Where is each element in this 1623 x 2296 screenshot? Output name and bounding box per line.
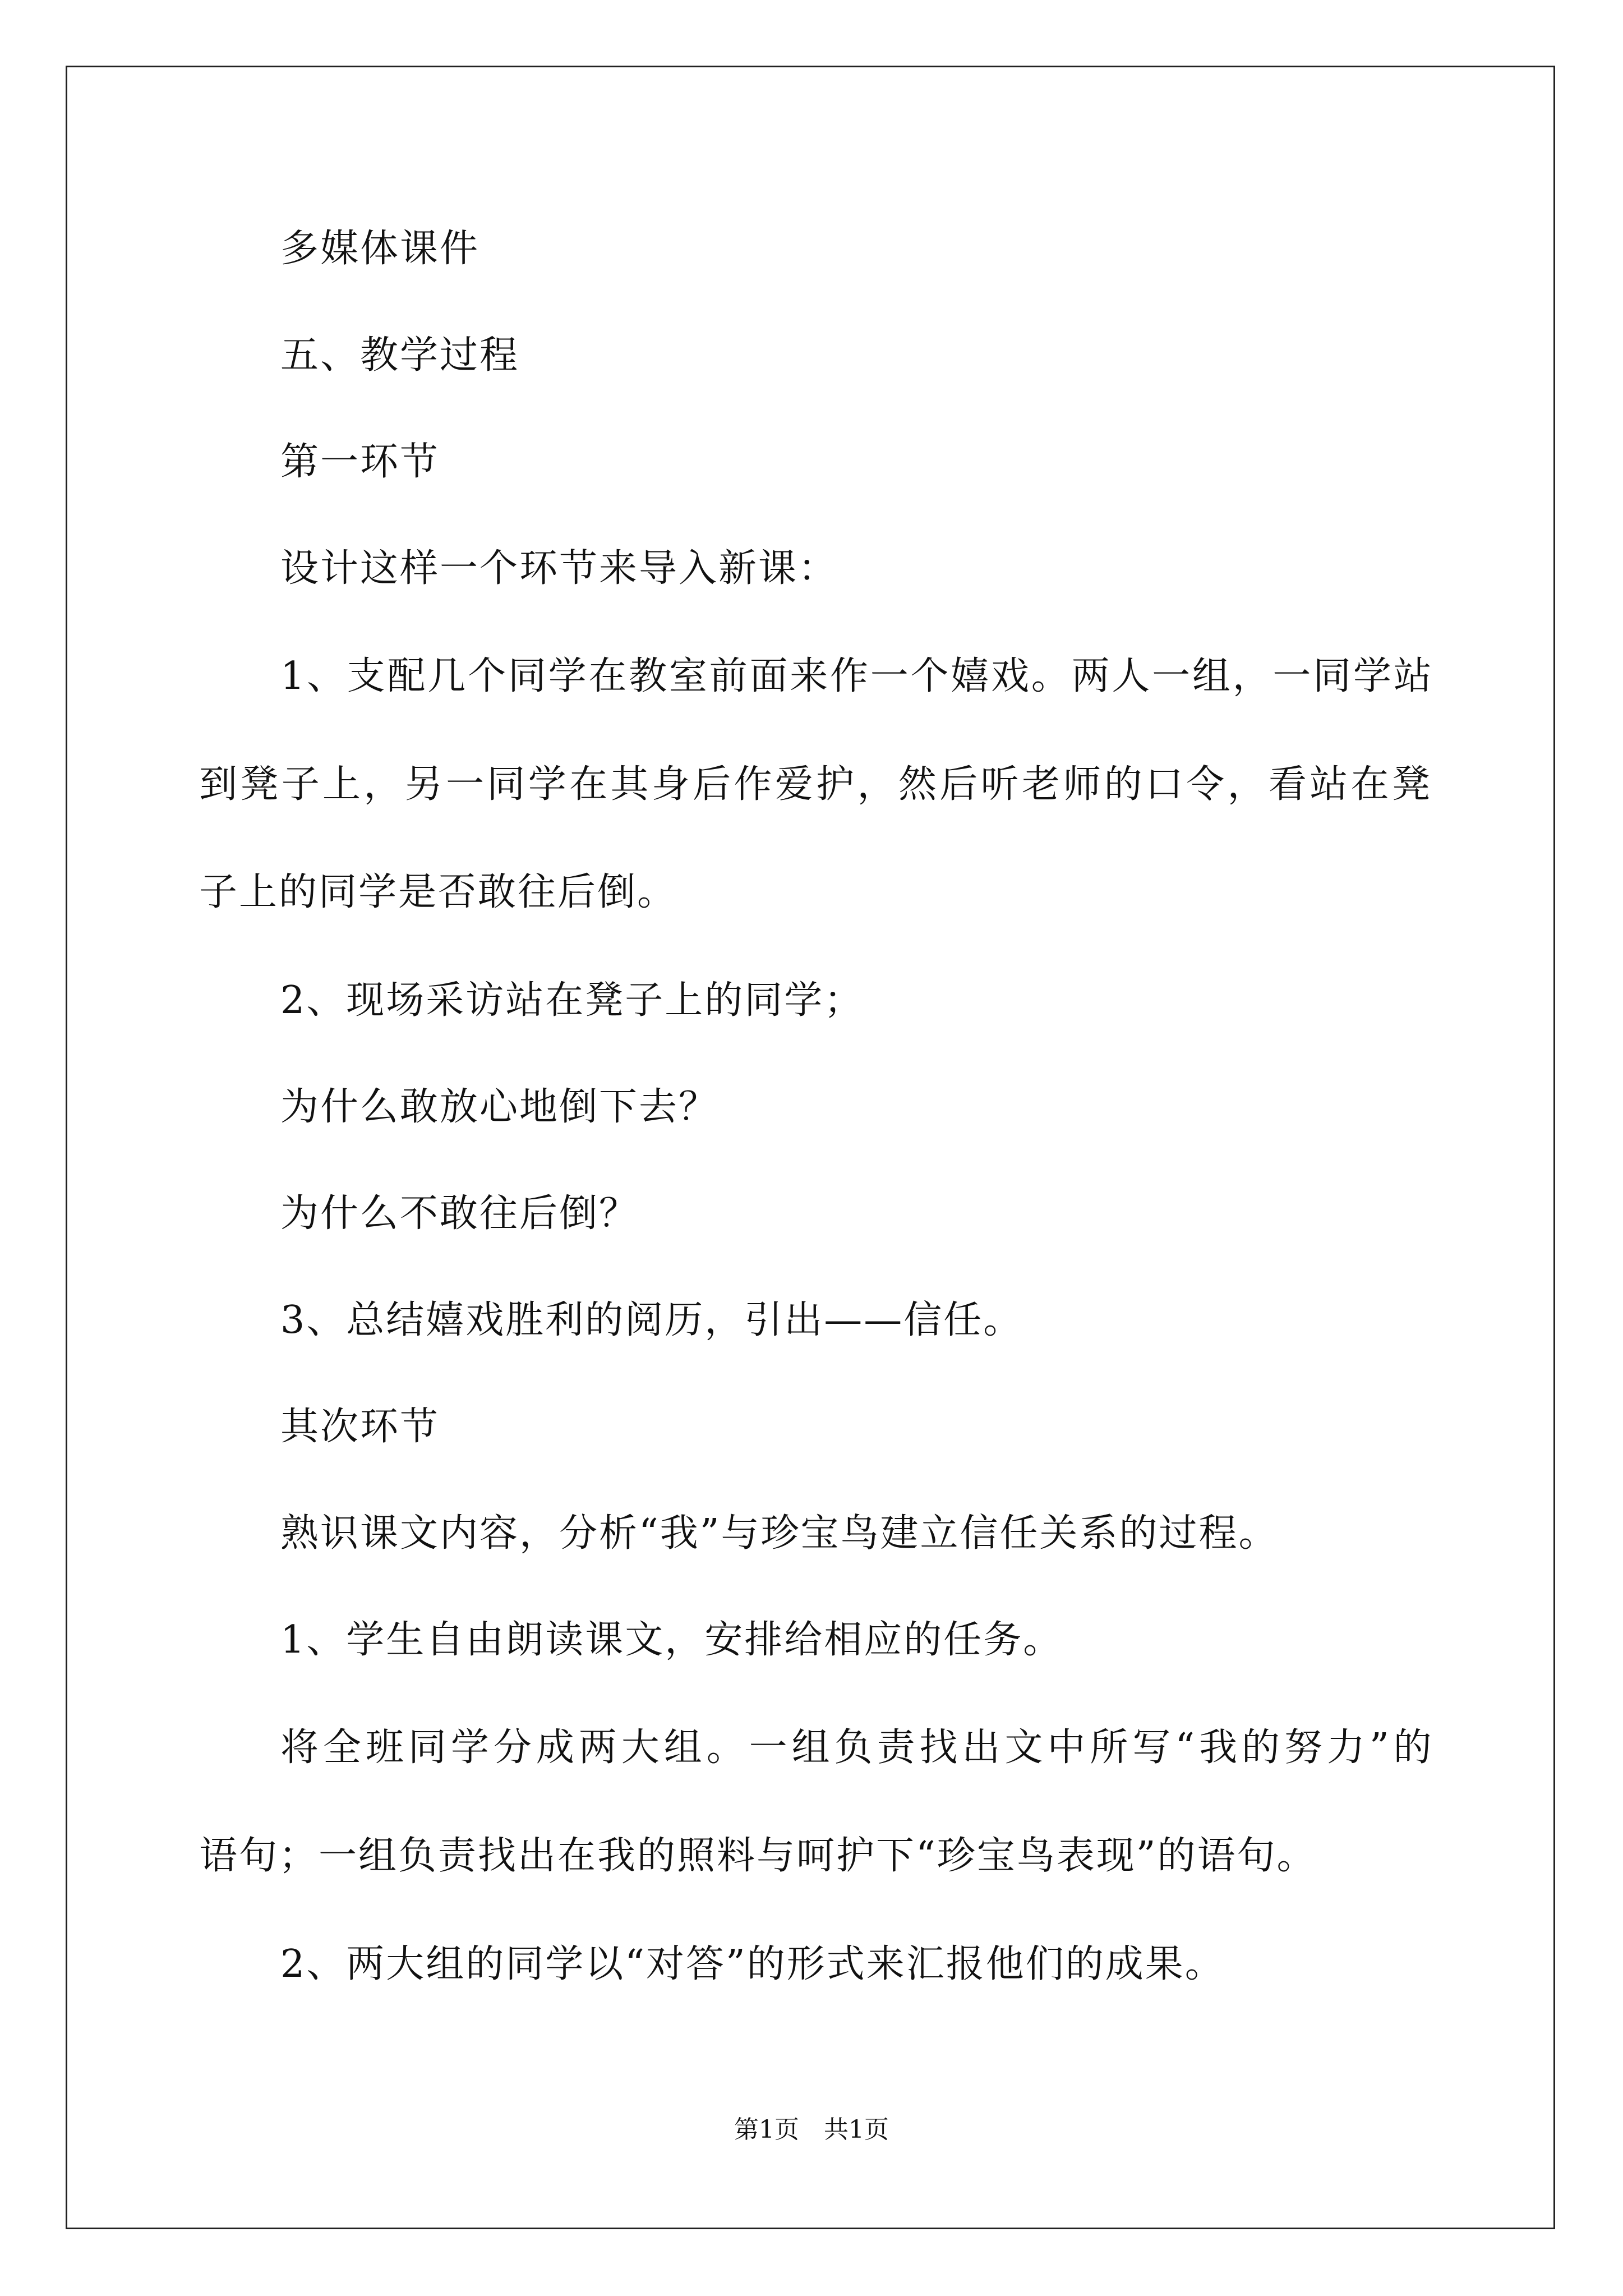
paragraph-line: 为什么敢放心地倒下去？ — [280, 1085, 719, 1129]
paragraph-line: 语句；一组负责找出在我的照料与呵护下“珍宝鸟表现”的语句。 — [199, 1834, 1317, 1878]
paragraph-line: 为什么不敢往后倒？ — [280, 1191, 639, 1236]
paragraph-line: 多媒体课件 — [280, 227, 480, 271]
paragraph-line: 熟识课文内容，分析“我”与珍宝鸟建立信任关系的过程。 — [280, 1511, 1279, 1556]
paragraph-line: 1 、 支 配 几 个 同 学 在 教 室 前 面 来 作 一 个 嬉 戏 。 两 人 一 组 ， 一 同 学 站 — [280, 654, 1432, 698]
paragraph-line: 3、总结嬉戏胜利的阅历，引出——信任。 — [280, 1298, 1023, 1342]
subsection-heading: 第一环节 — [280, 440, 440, 484]
section-heading: 五、教学过程 — [280, 333, 520, 378]
paragraph-line: 将 全 班 同 学 分 成 两 大 组 。 一 组 负 责 找 出 文 中 所 写 “ 我 的 努 力 ” 的 — [280, 1726, 1432, 1770]
paragraph-line: 2、现场采访站在凳子上的同学； — [280, 978, 864, 1023]
page-footer: 第1页 共1页 — [734, 2115, 889, 2144]
paragraph-line: 设计这样一个环节来导入新课： — [280, 546, 838, 591]
paragraph-line: 2、两大组的同学以“对答”的形式来汇报他们的成果。 — [280, 1942, 1225, 1986]
subsection-heading: 其次环节 — [280, 1405, 440, 1449]
paragraph-line: 子上的同学是否敢往后倒。 — [199, 870, 677, 914]
paragraph-line: 1、学生自由朗读课文，安排给相应的任务。 — [280, 1618, 1063, 1662]
paragraph-line: 到 凳 子 上 ， 另 一 同 学 在 其 身 后 作 爱 护 ， 然 后 听 老 师 的 口 令 ， 看 站 在 凳 — [199, 762, 1430, 807]
